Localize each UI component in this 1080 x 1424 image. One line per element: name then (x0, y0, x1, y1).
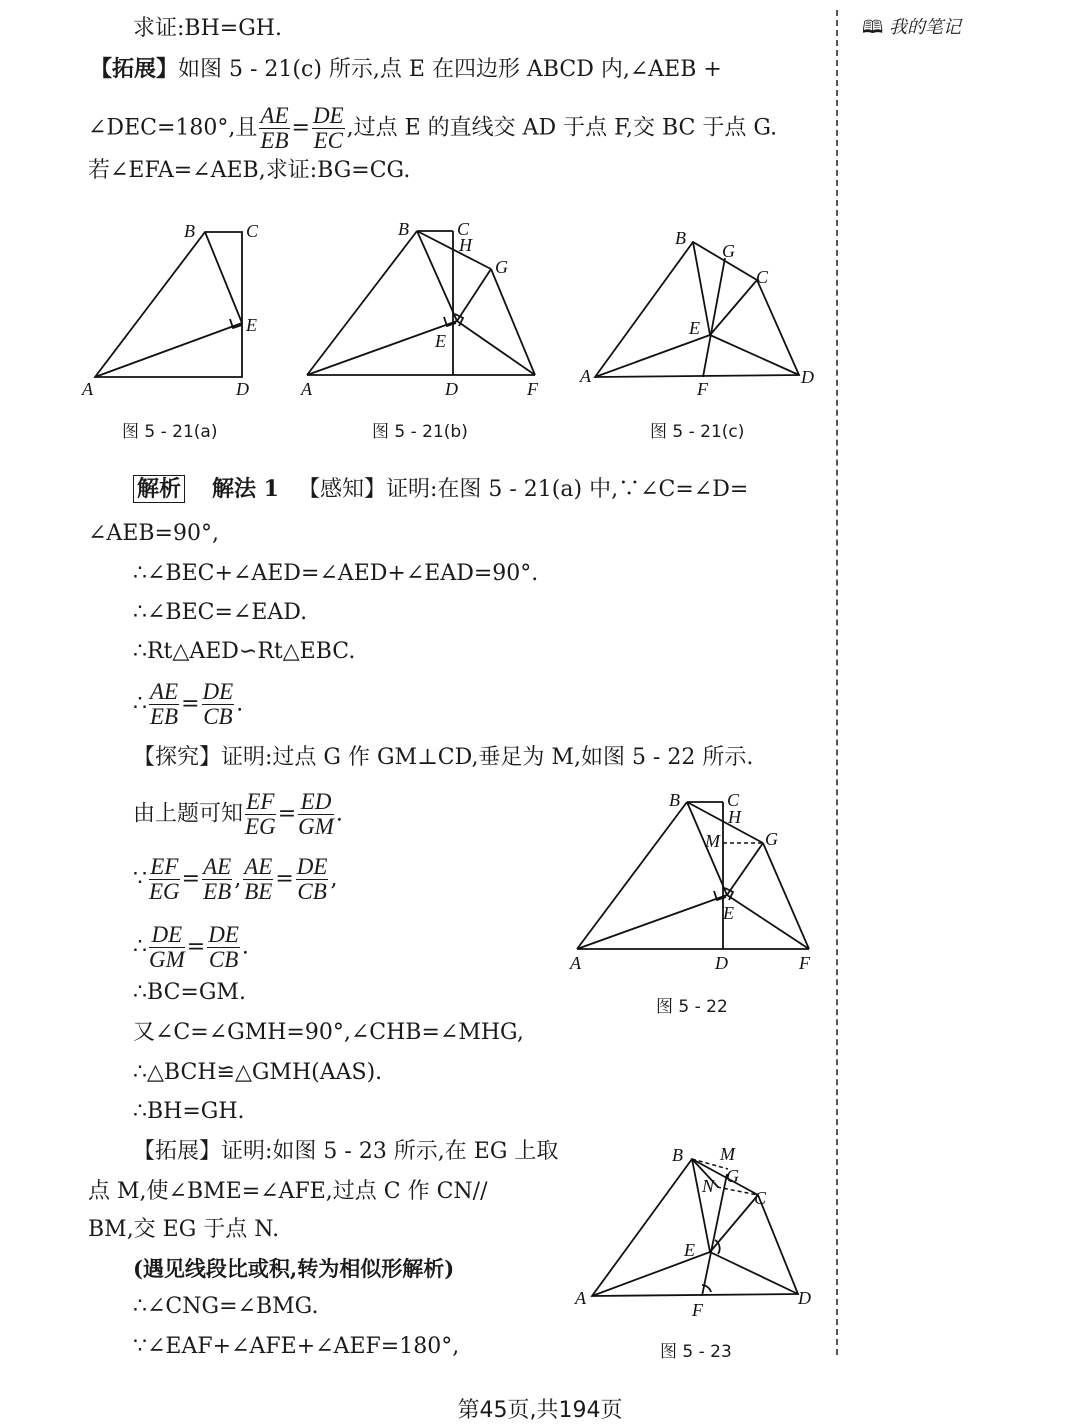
analysis-tag: 解析 (133, 475, 185, 503)
solution-ext1: 【拓展】证明:如图 5 - 23 所示,在 EG 上取 (133, 1139, 559, 1164)
solution-ext2: 点 M,使∠BME=∠AFE,过点 C 作 CN// (88, 1179, 488, 1204)
solution-ext3: BM,交 EG 于点 N. (88, 1217, 280, 1242)
solution-explore: 【探究】证明:过点 G 作 GM⊥CD,垂足为 M,如图 5 - 22 所示. (133, 745, 754, 770)
label-D: D (445, 379, 458, 399)
label-G: G (726, 1166, 739, 1186)
problem-line-1: 求证:BH=GH. (133, 16, 282, 41)
label-B: B (669, 790, 680, 810)
solution-e1: 由上题可知 $\frac{EF}{EG}$ = $\frac{ED}{GM}$ . (133, 789, 343, 839)
figure-5-22 (565, 785, 825, 980)
problem-line-3 (88, 104, 777, 153)
label-E: E (435, 331, 446, 351)
problem-line-3a: ∠DEC=180°,且 (88, 115, 258, 141)
problem-line-2 (90, 54, 722, 85)
solution-l3: ∴∠BEC=∠EAD. (133, 600, 308, 625)
label-D: D (236, 379, 249, 399)
label-H: H (728, 807, 741, 827)
solution-l1: ∠AEB=90°, (88, 521, 219, 546)
label-D: D (715, 953, 728, 973)
label-C: C (457, 219, 470, 239)
method-heading: 解法 1 (212, 476, 279, 502)
solution-l2: ∴∠BEC+∠AED=∠AED+∠EAD=90°. (133, 561, 539, 586)
label-A: A (570, 953, 581, 973)
solution-perceive (133, 474, 748, 505)
page-footer: 第45页,共194页 (457, 1398, 623, 1423)
label-B: B (675, 228, 686, 248)
solution-e6: ∴△BCH≌△GMH(AAS). (133, 1060, 383, 1085)
problem-line-2-text: 如图 5 - 21(c) 所示,点 E 在四边形 ABCD 内,∠AEB + (178, 57, 722, 82)
solution-l4: ∴Rt△AED∽Rt△EBC. (133, 639, 356, 664)
solution-e5: 又∠C=∠GMH=90°,∠CHB=∠MHG, (133, 1020, 524, 1045)
solution-e2: ∵ $\frac{EF}{EG}$ = $\frac{AE}{EB}$ , $\frac{AE}{BE}$ = $\frac{DE}{CB}$ , (133, 854, 338, 904)
label-C: C (754, 1188, 767, 1208)
label-C: C (727, 790, 740, 810)
figure-5-23 (570, 1140, 825, 1325)
caption-5-21a: 图 5 - 21(a) (122, 422, 218, 442)
label-B: B (398, 219, 409, 239)
label-A: A (575, 1288, 586, 1308)
label-A: A (580, 366, 591, 386)
label-E: E (723, 903, 734, 923)
notes-label: 我的笔记 (888, 17, 961, 38)
label-F: F (692, 1300, 703, 1320)
solution-e4: ∴BC=GM. (133, 980, 246, 1005)
label-M: M (720, 1144, 735, 1164)
figure-5-21a (80, 215, 270, 405)
label-F: F (527, 379, 538, 399)
solution-e3: ∴ $\frac{DE}{GM}$ = $\frac{DE}{CB}$ . (133, 922, 249, 972)
label-E: E (246, 315, 257, 335)
label-E: E (684, 1240, 695, 1260)
label-F: F (697, 379, 708, 399)
ext-tag: 【拓展】 (90, 56, 179, 82)
figure-5-21b (295, 215, 555, 405)
problem-line-3b: ,过点 E 的直线交 AD 于点 F,交 BC 于点 G. (346, 115, 778, 141)
solution-ext4: (遇见线段比或积,转为相似形解析) (133, 1256, 455, 1281)
caption-5-23: 图 5 - 23 (660, 1342, 732, 1362)
label-F: F (799, 953, 810, 973)
label-B: B (184, 221, 195, 241)
figure-5-21c (575, 220, 825, 405)
eq-sign: = (291, 115, 310, 141)
perceive-text: 【感知】证明:在图 5 - 21(a) 中,∵∠C=∠D= (297, 477, 749, 502)
label-C: C (756, 267, 769, 287)
label-G: G (495, 257, 508, 277)
label-G: G (765, 829, 778, 849)
label-N: N (702, 1176, 715, 1196)
solution-ext6: ∵∠EAF+∠AFE+∠AEF=180°, (133, 1334, 460, 1359)
label-E: E (689, 318, 700, 338)
label-G: G (722, 241, 735, 261)
caption-5-21b: 图 5 - 21(b) (372, 422, 468, 442)
caption-5-21c: 图 5 - 21(c) (650, 422, 745, 442)
label-A: A (82, 379, 93, 399)
label-H: H (459, 235, 472, 255)
solution-ext5: ∴∠CNG=∠BMG. (133, 1294, 319, 1319)
problem-line-4: 若∠EFA=∠AEB,求证:BG=CG. (88, 158, 411, 183)
solution-e7: ∴BH=GH. (133, 1099, 245, 1124)
solution-l5: ∴ $\frac{AE}{EB}$ = $\frac{DE}{CB}$ . (133, 679, 244, 729)
label-D: D (801, 367, 814, 387)
label-A: A (301, 379, 312, 399)
notes-divider (836, 10, 838, 1355)
caption-5-22: 图 5 - 22 (656, 997, 728, 1017)
frac-de-ec: $\frac{DE}{EC}$ (312, 103, 344, 153)
notes-header (862, 13, 961, 45)
book-icon: 🕮 (862, 17, 884, 38)
frac-ae-eb: $\frac{AE}{EB}$ (260, 103, 289, 153)
label-C: C (246, 221, 259, 241)
label-B: B (672, 1145, 683, 1165)
label-D: D (798, 1288, 811, 1308)
label-M: M (705, 831, 720, 851)
